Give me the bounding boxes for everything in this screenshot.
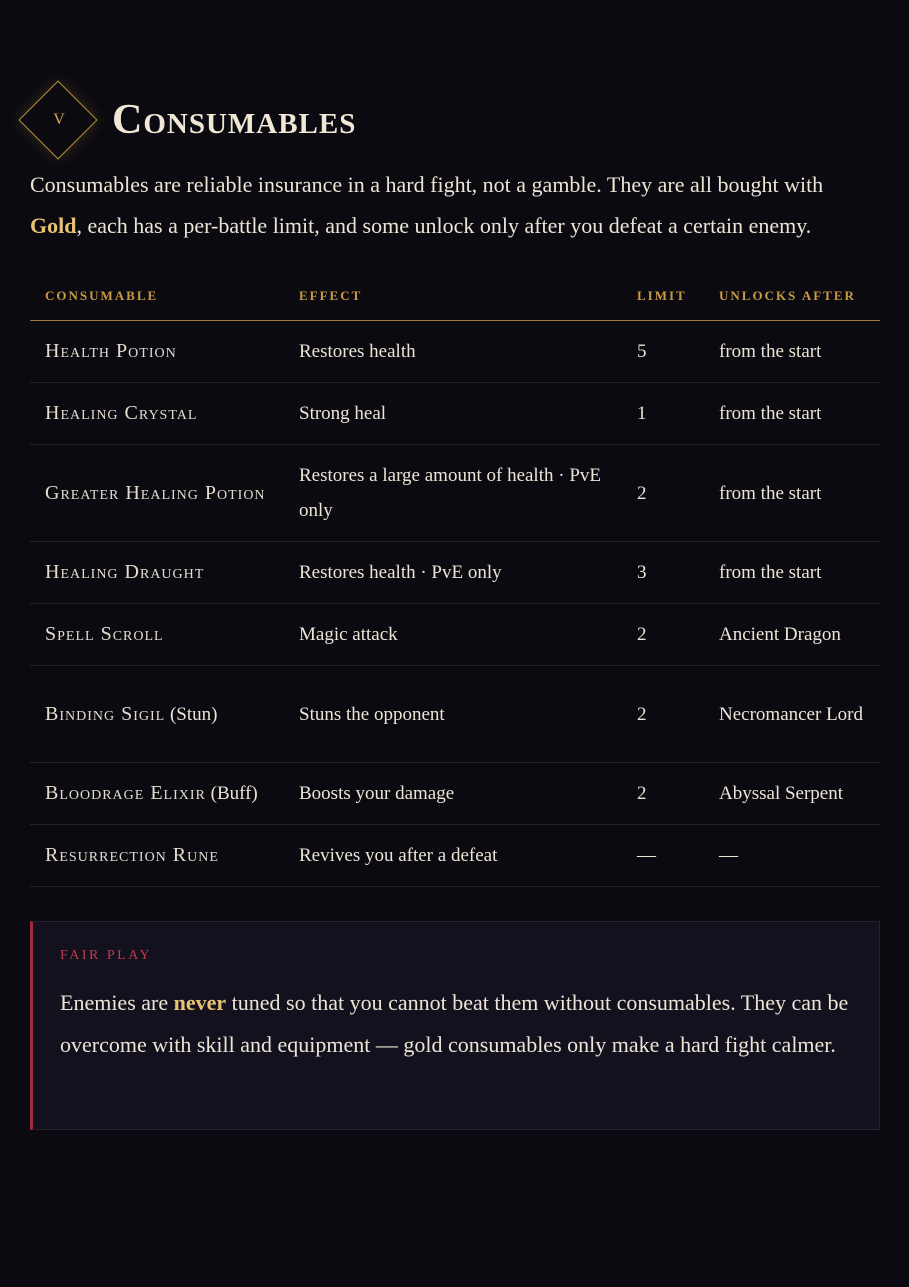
table-row: [30, 763, 880, 825]
callout-text-start: Enemies are: [60, 990, 174, 1015]
item-name: Greater Healing Potion: [45, 481, 266, 504]
limit-cell: 5: [622, 321, 704, 383]
limit-cell: —: [622, 825, 704, 887]
intro-text-start: Consumables are reliable insurance in a hard fight, not a gamble. They are all bought with: [30, 172, 824, 197]
limit-cell: 3: [622, 542, 704, 604]
item-cell: [30, 825, 284, 887]
unlock-cell: from the start: [704, 445, 880, 542]
unlock-cell: Abyssal Serpent: [704, 763, 880, 825]
callout-highlight: never: [173, 990, 227, 1015]
item-cell: [30, 604, 284, 666]
effect-cell: Revives you after a defeat: [284, 825, 622, 887]
effect-cell: Boosts your damage: [284, 763, 622, 825]
unlock-cell: Necromancer Lord: [704, 666, 880, 763]
callout-text-end: tuned so that you cannot beat them without consumables. They can be overcome with skill and equipment — gold consumables only make a hard fight calmer.: [60, 990, 849, 1057]
item-cell: [30, 666, 284, 763]
unlock-cell: from the start: [704, 383, 880, 445]
item-name: Healing Crystal: [45, 402, 198, 424]
table-row: [30, 445, 880, 542]
limit-cell: 2: [622, 445, 704, 542]
header-effect: EFFECT: [284, 272, 622, 321]
limit-cell: 2: [622, 666, 704, 763]
unlock-cell: —: [704, 825, 880, 887]
table-row: [30, 383, 880, 445]
table-row: [30, 666, 880, 763]
item-cell: [30, 321, 284, 383]
table-row: [30, 321, 880, 383]
header-consumable: CONSUMABLE: [30, 272, 284, 321]
unlock-cell: from the start: [704, 542, 880, 604]
limit-cell: 1: [622, 383, 704, 445]
table-row: [30, 825, 880, 887]
effect-cell: Magic attack: [284, 604, 622, 666]
item-cell: [30, 383, 284, 445]
consumables-table: [30, 272, 880, 887]
section-title: Consumables: [112, 97, 357, 143]
item-tag: (Buff): [210, 783, 258, 804]
section-numeral: V: [53, 111, 65, 128]
effect-cell: Restores a large amount of health · PvE only: [284, 445, 622, 542]
intro-text-end: , each has a per-battle limit, and some unlock only after you defeat a certain enemy.: [76, 213, 812, 238]
fair-play-callout: [30, 921, 880, 1130]
item-name: Healing Draught: [45, 561, 205, 583]
header-limit: LIMIT: [622, 272, 704, 321]
section-badge: [18, 80, 100, 162]
effect-cell: Restores health: [284, 321, 622, 383]
table-header-row: [30, 272, 880, 321]
limit-cell: 2: [622, 763, 704, 825]
section-header: [30, 80, 880, 162]
item-tag: (Stun): [169, 703, 218, 725]
limit-cell: 2: [622, 604, 704, 666]
callout-text: [60, 982, 851, 1065]
effect-cell: Restores health · PvE only: [284, 542, 622, 604]
item-name: Binding Sigil: [45, 702, 166, 725]
callout-label: FAIR PLAY: [60, 948, 153, 963]
header-unlocks-after: UNLOCKS AFTER: [704, 272, 880, 321]
item-name: Spell Scroll: [45, 623, 164, 645]
item-cell: [30, 445, 284, 542]
effect-cell: Strong heal: [284, 383, 622, 445]
item-name: Bloodrage Elixir: [45, 782, 206, 804]
item-name: Resurrection Rune: [45, 844, 219, 866]
table-row: [30, 604, 880, 666]
item-cell: [30, 763, 284, 825]
unlock-cell: from the start: [704, 321, 880, 383]
intro-gold-highlight: Gold: [30, 213, 77, 238]
item-name: Health Potion: [45, 340, 177, 362]
effect-cell: Stuns the opponent: [284, 666, 622, 763]
item-cell: [30, 542, 284, 604]
table-row: [30, 542, 880, 604]
unlock-cell: Ancient Dragon: [704, 604, 880, 666]
intro-paragraph: [30, 164, 880, 246]
